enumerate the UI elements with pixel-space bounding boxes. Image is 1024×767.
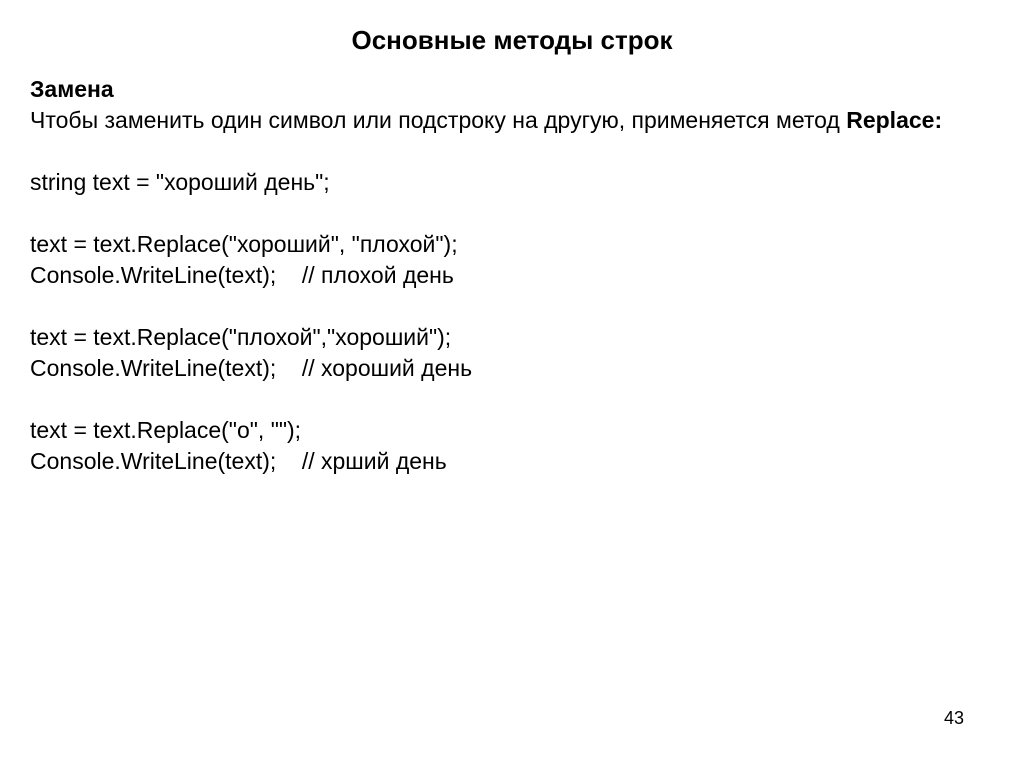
code-line: Console.WriteLine(text); // хороший день <box>30 355 473 381</box>
page-number: 43 <box>943 708 964 728</box>
slide-content <box>30 74 1004 477</box>
code-block-replace-1 <box>30 229 1004 291</box>
code-line: Console.WriteLine(text); // плохой день <box>30 262 454 288</box>
code-block-replace-2 <box>30 322 1004 384</box>
code-line: text = text.Replace("хороший", "плохой"); <box>30 231 458 257</box>
section-heading: Замена <box>30 76 114 102</box>
code-line: text = text.Replace("о", ""); <box>30 417 302 443</box>
intro-paragraph <box>30 105 1004 136</box>
intro-method-name: Replace: <box>846 107 943 133</box>
code-line: text = text.Replace("плохой","хороший"); <box>30 324 452 350</box>
spacer <box>30 291 1004 322</box>
code-block-replace-3 <box>30 415 1004 477</box>
code-line: string text = "хороший день"; <box>30 169 330 195</box>
slide-title: Основные методы строк <box>351 25 673 55</box>
spacer <box>30 384 1004 415</box>
intro-text: Чтобы заменить один символ или подстроку на другую, применяется метод <box>30 107 847 133</box>
code-block-declaration <box>30 167 1004 198</box>
code-line: Console.WriteLine(text); // хрший день <box>30 448 447 474</box>
spacer <box>30 136 1004 167</box>
spacer <box>30 198 1004 229</box>
